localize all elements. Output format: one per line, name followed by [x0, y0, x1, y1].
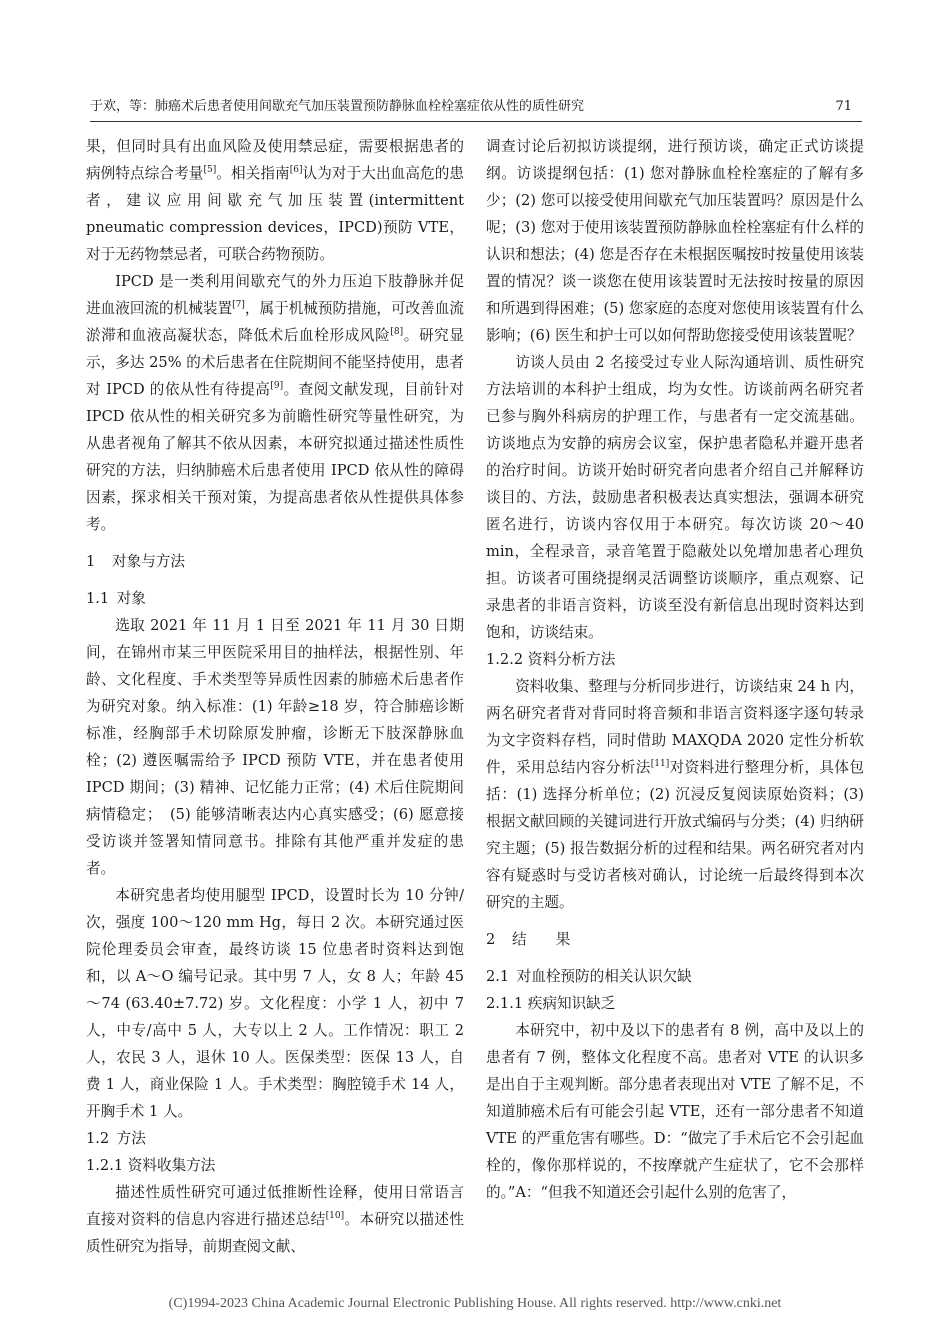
citation[interactable]: [9]	[270, 381, 284, 392]
section-heading-1: 1 对象与方法	[86, 553, 185, 570]
paragraph: IPCD 是一类利用间歇充气的外力压迫下肢静脉并促进血液回流的机械装置[7]，属于机械预防措施，可改善血流淤滞和血液高凝状态，降低术后血栓形成风险[8]。研究显示，多达 25% 的术后患者在住院期间不能坚持使用，患者对 IPCD 的依从性有待提高[9]。查阅文献发现，目前针对 IPCD 依从性的相关研究多为前瞻性研究等量性研究，为从患者视角了解其不依从因素，本研究拟通过描述性质性研究的方法，归纳肺癌术后患者使用 IPCD 依从性的障碍因素，探求相关干预对策，为提高患者依从性提供具体参考。	[86, 273, 464, 533]
copyright-footer: (C)1994-2023 China Academic Journal Electronic Publishing House. All rights reserved. http://www.cnki.net	[168, 1296, 782, 1311]
running-header	[90, 96, 852, 118]
paragraph: 果，但同时具有出血风险及使用禁忌症，需要根据患者的病例特点综合考量[5]。相关指南[6]认为对于大出血高危的患者，建议应用间歇充气加压装置(intermittent pneumatic compression devices，IPCD)预防 VTE，对于无药物禁忌者，可联合药物预防。	[86, 138, 464, 263]
paragraph: 调查讨论后初拟访谈提纲，进行预访谈，确定正式访谈提纲。访谈提纲包括：(1) 您对静脉血栓栓塞症的了解有多少；(2) 您可以接受使用间歇充气加压装置吗？原因是什么呢；(3) 您对于使用该装置预防静脉血栓栓塞症有什么样的认识和想法；(4) 您是否存在未根据医嘱按时按量使用该装置的情况？谈一谈您在使用该装置时无法按时按量的原因和所遇到得困难；(5) 您家庭的态度对您使用该装置有什么影响；(6) 医生和护士可以如何帮助您接受使用该装置呢？	[486, 138, 864, 344]
section-heading-2-1: 2.1 对血栓预防的相关认识欠缺	[486, 968, 692, 985]
section-heading-1-2-1: 1.2.1 资料收集方法	[86, 1157, 216, 1174]
citation[interactable]: [8]	[390, 327, 404, 338]
citation[interactable]: [6]	[289, 165, 303, 176]
paragraph: 访谈人员由 2 名接受过专业人际沟通培训、质性研究方法培训的本科护士组成，均为女性。访谈前两名研究者已参与胸外科病房的护理工作，与患者有一定交流基础。访谈地点为安静的病房会议室，保护患者隐私并避开患者的治疗时间。访谈开始时研究者向患者介绍自己并解释访谈目的、方法，鼓励患者积极表达真实想法，强调本研究匿名进行，访谈内容仅用于本研究。每次访谈 20～40 min，全程录音，录音笔置于隐蔽处以免增加患者心理负担。访谈者可围绕提纲灵活调整访谈顺序，重点观察、记录患者的非语言资料，访谈至没有新信息出现时资料达到饱和，访谈结束。	[486, 354, 864, 641]
section-heading-1-1: 1.1 对象	[86, 590, 146, 607]
citation[interactable]: [7]	[232, 300, 245, 311]
running-title: 于欢，等：肺癌术后患者使用间歇充气加压装置预防静脉血栓栓塞症依从性的质性研究	[90, 99, 585, 114]
citation[interactable]: [11]	[650, 759, 670, 770]
paragraph: 资料收集、整理与分析同步进行，访谈结束 24 h 内，两名研究者背对背同时将音频和非语言资料逐字逐句转录为文字资料存档，同时借助 MAXQDA 2020 定性分析软件，采用总结内容分析法[11]对资料进行整理分析，具体包括：(1) 选择分析单位；(2) 沉浸反复阅读原始资料；(3) 根据文献回顾的关键词进行开放式编码与分类；(4) 归纳研究主题；(5) 报告数据分析的过程和结果。两名研究者对内容有疑惑时与受访者核对确认，讨论统一后最终得到本次研究的主题。	[486, 678, 864, 911]
citation[interactable]: [10]	[325, 1211, 345, 1222]
section-heading-2: 2 结 果	[486, 931, 571, 948]
paragraph: 本研究中，初中及以下的患者有 8 例，高中及以上的患者有 7 例，整体文化程度不高。患者对 VTE 的认识多是出自于主观判断。部分患者表现出对 VTE 了解不足，不知道肺癌术后有可能会引起 VTE，还有一部分患者不知道 VTE 的严重危害有哪些。D：“做完了手术后它不会引起血栓的，像你那样说的，不按摩就产生症状了，它不会那样的。”A：“但我不知道还会引起什么别的危害了，	[486, 1022, 864, 1201]
page-number: 71	[835, 99, 852, 114]
section-heading-1-2-2: 1.2.2 资料分析方法	[486, 651, 616, 668]
citation[interactable]: [5]	[203, 165, 217, 176]
header-rule	[90, 121, 862, 122]
paragraph: 选取 2021 年 11 月 1 日至 2021 年 11 月 30 日期间，在锦州市某三甲医院采用目的抽样法，根据性别、年龄、文化程度、手术类型等异质性因素的肺癌术后患者作为研究对象。纳入标准：(1) 年龄≥18 岁，符合肺癌诊断标准，经胸部手术切除原发肿瘤，诊断无下肢深静脉血栓；(2) 遵医嘱需给予 IPCD 预防 VTE，并在患者使用 IPCD 期间；(3) 精神、记忆能力正常；(4) 术后住院期间病情稳定； (5) 能够清晰表达内心真实感受；(6) 愿意接受访谈并签署知情同意书。排除有其他严重并发症的患者。	[86, 617, 464, 877]
section-heading-2-1-1: 2.1.1 疾病知识缺乏	[486, 995, 616, 1012]
paragraph: 本研究患者均使用腿型 IPCD，设置时长为 10 分钟/次，强度 100～120 mm Hg，每日 2 次。本研究通过医院伦理委员会审查，最终访谈 15 位患者时资料达到饱和，以 A～O 编号记录。其中男 7 人，女 8 人；年龄 45～74 (63.40±7.72) 岁。文化程度：小学 1 人，初中 7 人，中专/高中 5 人，大专以上 2 人。工作情况：职工 2 人，农民 3 人，退休 10 人。医保类型：医保 13 人，自费 1 人，商业保险 1 人。手术类型：胸腔镜手术 14 人，开胸手术 1 人。	[86, 887, 464, 1120]
left-column	[86, 133, 464, 1260]
paragraph: 描述性质性研究可通过低推断性诠释，使用日常语言直接对资料的信息内容进行描述总结[10]。本研究以描述性质性研究为指导，前期查阅文献、	[86, 1184, 464, 1255]
right-column	[486, 133, 864, 1206]
section-heading-1-2: 1.2 方法	[86, 1130, 146, 1147]
